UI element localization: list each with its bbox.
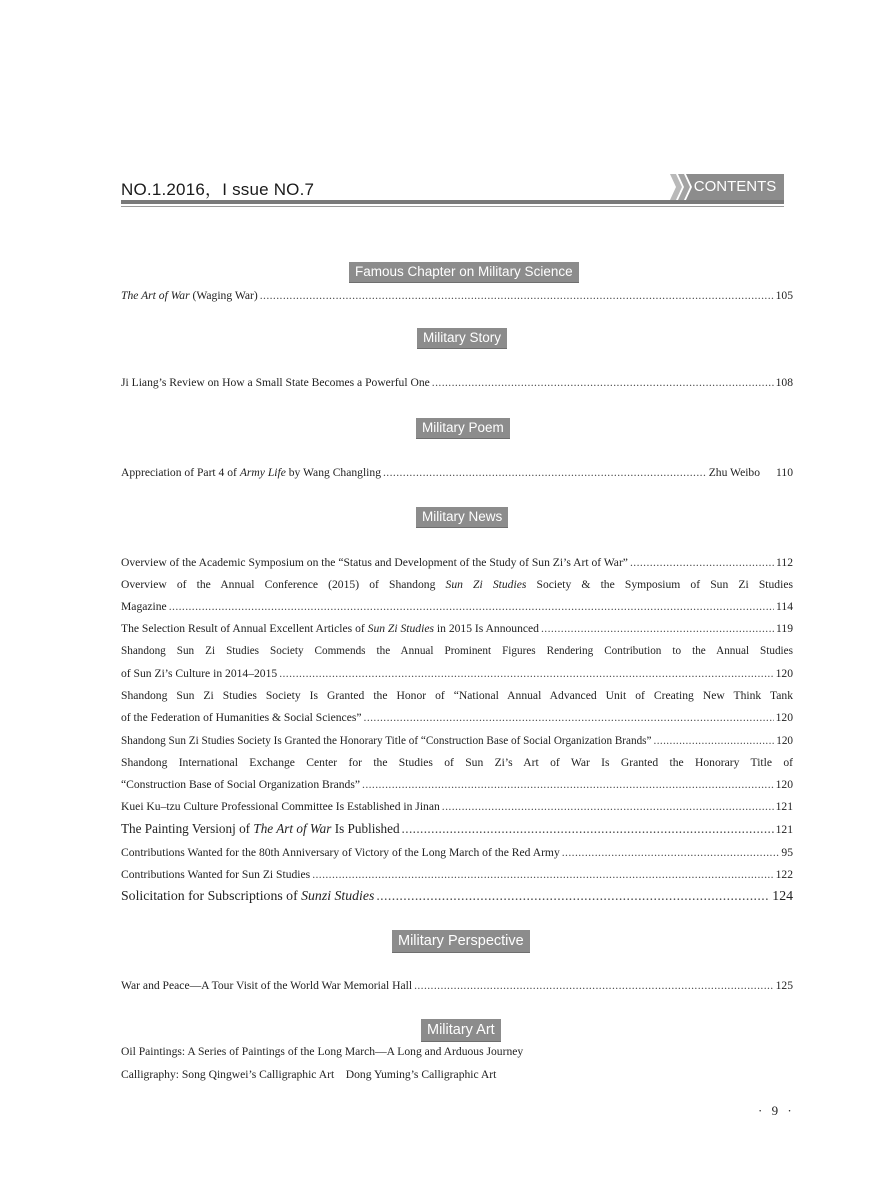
page-ref: 108 — [775, 376, 793, 389]
toc-entry[interactable]: Shandong Sun Zi Studies Society Commends the Annual Prominent Figures Rendering Contribution to the Annual Studies — [121, 645, 793, 657]
header-rule — [121, 200, 784, 204]
leader-dots — [376, 888, 770, 904]
page-ref: 105 — [775, 289, 793, 302]
page-ref: 120 — [775, 667, 793, 680]
toc-entry[interactable]: The Painting Versionj of The Art of War Is Published ..... 121 — [121, 821, 793, 838]
page-ref: 112 — [776, 556, 793, 569]
section-military-news: Military News — [416, 507, 508, 528]
page-ref: 119 — [776, 622, 793, 635]
toc-entry[interactable]: Calligraphy: Song Qingwei’s Calligraphic Art Dong Yuming’s Calligraphic Art — [121, 1068, 497, 1081]
page-ref: 114 — [776, 600, 793, 613]
leader-dots — [414, 978, 774, 994]
page-ref: 120 — [775, 711, 793, 724]
toc-entry[interactable]: Contributions Wanted for Sun Zi Studies ..... 122 — [121, 867, 793, 883]
leader-dots — [630, 555, 774, 571]
toc-entry[interactable]: Kuei Ku–tzu Culture Professional Committee Is Established in Jinan ..... 121 — [121, 799, 793, 815]
leader-dots — [260, 288, 774, 304]
toc-entry[interactable]: Ji Liang’s Review on How a Small State Becomes a Powerful One ..... 108 — [121, 375, 793, 391]
toc-entry[interactable]: Shandong Sun Zi Studies Society Is Granted the Honor of “National Annual Advanced Unit of Creating New Think Tank — [121, 689, 793, 702]
leader-dots — [364, 710, 774, 726]
leader-dots — [432, 375, 774, 391]
contents-tab — [670, 174, 784, 200]
header-rule-thin — [121, 206, 784, 207]
toc-entry[interactable]: War and Peace—A Tour Visit of the World War Memorial Hall ..... 125 — [121, 978, 793, 994]
page-ref: 121 — [775, 823, 793, 836]
toc-entry-continued[interactable]: “Construction Base of Social Organization Brands” ..... 120 — [121, 777, 793, 793]
toc-entry-continued[interactable]: of the Federation of Humanities & Social Sciences” ..... 120 — [121, 710, 793, 726]
leader-dots — [562, 845, 780, 861]
page-ref: 120 — [775, 778, 793, 791]
toc-entry[interactable]: The Selection Result of Annual Excellent Articles of Sun Zi Studies in 2015 Is Announced ..... 119 — [121, 621, 793, 637]
section-military-perspective: Military Perspective — [392, 930, 530, 953]
leader-dots — [654, 733, 775, 749]
toc-entry[interactable]: Appreciation of Part 4 of Army Life by Wang Changling ..... Zhu Weibo 110 — [121, 465, 793, 481]
toc-entry[interactable]: Shandong International Exchange Center for the Studies of Sun Zi’s Art of War Is Granted the Honorary Title of — [121, 756, 793, 769]
toc-entry-continued[interactable]: Magazine ..... 114 — [121, 599, 793, 615]
page-ref: 121 — [775, 800, 793, 813]
leader-dots — [442, 799, 774, 815]
leader-dots — [383, 465, 707, 481]
page-ref: 110 — [776, 466, 793, 479]
contents-label: CONTENTS — [693, 178, 777, 195]
section-military-art: Military Art — [421, 1019, 501, 1042]
author: Zhu Weibo — [708, 466, 761, 479]
page-ref: 122 — [775, 868, 793, 881]
leader-dots — [279, 666, 773, 682]
toc-entry[interactable]: Solicitation for Subscriptions of Sunzi Studies ..... 124 — [121, 888, 793, 904]
page-ref: 95 — [781, 846, 793, 859]
leader-dots — [541, 621, 774, 637]
section-famous-chapter: Famous Chapter on Military Science — [349, 262, 579, 283]
leader-dots — [312, 867, 773, 883]
toc-entry[interactable]: Overview of the Annual Conference (2015) of Shandong Sun Zi Studies Society & the Symposium of Sun Zi Studies — [121, 578, 793, 591]
page-number: · 9 · — [758, 1103, 795, 1118]
toc-entry-continued[interactable]: of Sun Zi’s Culture in 2014–2015 ..... 120 — [121, 666, 793, 682]
toc-entry[interactable]: Shandong Sun Zi Studies Society Is Granted the Honorary Title of “Construction Base of Social Organization Brands” ..... 120 — [121, 733, 793, 749]
leader-dots — [362, 777, 774, 793]
page-ref: 124 — [772, 888, 793, 903]
section-military-poem: Military Poem — [416, 418, 510, 439]
toc-entry[interactable]: Oil Paintings: A Series of Paintings of the Long March—A Long and Arduous Journey — [121, 1045, 524, 1058]
issue-number: NO.1.2016，I ssue NO.7 — [121, 180, 315, 199]
page-ref: 120 — [776, 735, 793, 747]
toc-entry[interactable]: Contributions Wanted for the 80th Anniversary of Victory of the Long March of the Red Army ..... 95 — [121, 845, 793, 861]
section-military-story: Military Story — [417, 328, 507, 349]
leader-dots — [402, 821, 774, 837]
toc-entry[interactable]: Overview of the Academic Symposium on the “Status and Development of the Study of Sun Zi’s Art of War” ..... 112 — [121, 555, 793, 571]
page-ref: 125 — [775, 979, 793, 992]
leader-dots — [169, 599, 774, 615]
toc-entry[interactable]: The Art of War (Waging War) ..... 105 — [121, 288, 793, 304]
